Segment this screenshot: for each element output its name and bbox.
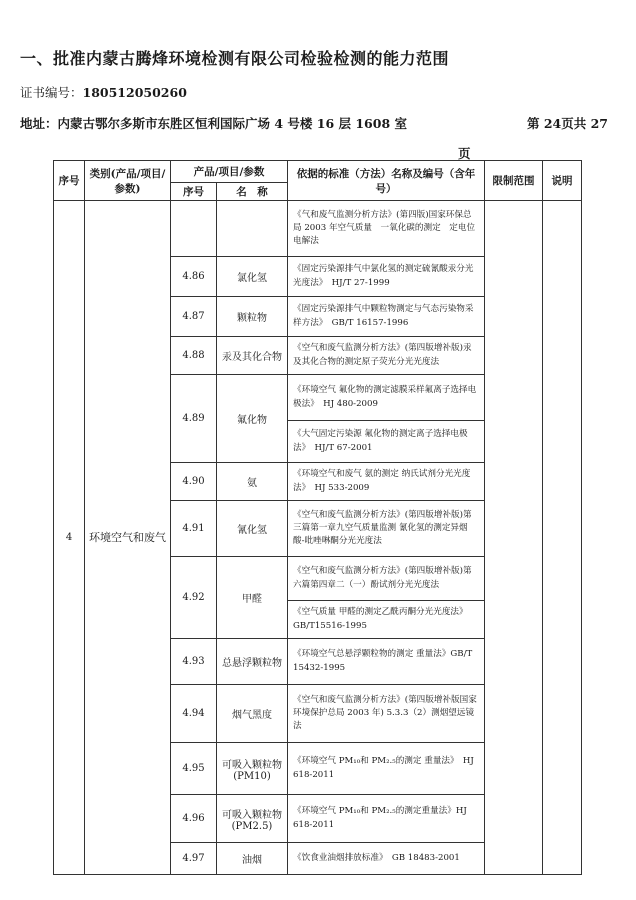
header-product-group: 产品/项目/参数 bbox=[171, 161, 288, 183]
group-seq: 4 bbox=[54, 201, 85, 875]
standard-text: 《饮食业油烟排放标准》 GB 18483-2001 bbox=[288, 843, 485, 875]
item-name: 总悬浮颗粒物 bbox=[217, 639, 288, 685]
standard-text: 《空气和废气监测分析方法》(第四版增补版)第六篇第四章二（一）酚试剂分光光度法 bbox=[288, 557, 485, 601]
item-no: 4.94 bbox=[171, 685, 217, 743]
item-name: 氟化物 bbox=[217, 375, 288, 463]
item-no: 4.96 bbox=[171, 795, 217, 843]
header-note: 说明 bbox=[543, 161, 582, 201]
item-no: 4.88 bbox=[171, 337, 217, 375]
item-no: 4.91 bbox=[171, 501, 217, 557]
item-no: 4.97 bbox=[171, 843, 217, 875]
item-name: 氰化氢 bbox=[217, 501, 288, 557]
standard-text: 《环境空气 PM₁₀和 PM₂.₅的测定重量法》HJ 618-2011 bbox=[288, 795, 485, 843]
capability-table bbox=[53, 160, 582, 875]
header-category: 类别(产品/项目/参数) bbox=[85, 161, 171, 201]
limit-cell bbox=[485, 201, 543, 875]
item-name: 汞及其化合物 bbox=[217, 337, 288, 375]
item-name: 油烟 bbox=[217, 843, 288, 875]
item-name: 甲醛 bbox=[217, 557, 288, 639]
item-no: 4.86 bbox=[171, 257, 217, 297]
item-name: 颗粒物 bbox=[217, 297, 288, 337]
item-no bbox=[171, 201, 217, 257]
header-sub-no: 序号 bbox=[171, 183, 217, 201]
page-info-suffix: 页 bbox=[458, 146, 471, 161]
item-name: 氨 bbox=[217, 463, 288, 501]
note-cell bbox=[543, 201, 582, 875]
cert-label: 证书编号： bbox=[20, 85, 83, 100]
standard-text: 《空气和废气监测分析方法》(第四版增补版)汞及其化合物的测定原子荧光分光光度法 bbox=[288, 337, 485, 375]
item-no: 4.89 bbox=[171, 375, 217, 463]
address: 地址：内蒙古鄂尔多斯市东胜区恒利国际广场 4 号楼 16 层 1608 室 bbox=[20, 116, 407, 131]
cert-number: 180512050260 bbox=[82, 85, 187, 100]
standard-text: 《气和废气监测分析方法》(第四版)国家环保总局 2003 年空气质量 一氧化碳的测定 定电位电解法 bbox=[288, 201, 485, 257]
item-no: 4.93 bbox=[171, 639, 217, 685]
header-row bbox=[54, 161, 582, 183]
item-no: 4.87 bbox=[171, 297, 217, 337]
header-limit: 限制范围 bbox=[485, 161, 543, 201]
standard-text: 《空气和废气监测分析方法》(第四版增补版国家环境保护总局 2003 年) 5.3.3（2）测烟望远镜法 bbox=[288, 685, 485, 743]
certificate-line bbox=[20, 83, 187, 101]
standard-text: 《环境空气和废气 氨的测定 纳氏试剂分光光度法》 HJ 533-2009 bbox=[288, 463, 485, 501]
item-name: 可吸入颗粒物(PM2.5) bbox=[217, 795, 288, 843]
item-no: 4.95 bbox=[171, 743, 217, 795]
item-name: 氯化氢 bbox=[217, 257, 288, 297]
table-row bbox=[54, 201, 582, 257]
group-category: 环境空气和废气 bbox=[85, 201, 171, 875]
item-name: 烟气黑度 bbox=[217, 685, 288, 743]
standard-text: 《固定污染源排气中颗粒物测定与气态污染物采样方法》 GB/T 16157-1996 bbox=[288, 297, 485, 337]
standard-text: 《环境空气总悬浮颗粒物的测定 重量法》GB/T 15432-1995 bbox=[288, 639, 485, 685]
header-sub-name: 名 称 bbox=[217, 183, 288, 201]
standard-text: 《固定污染源排气中氯化氢的测定硫氰酸汞分光光度法》 HJ/T 27-1999 bbox=[288, 257, 485, 297]
page-info: 第 24页共 27 bbox=[527, 116, 608, 131]
standard-text: 《大气固定污染源 氟化物的测定离子选择电极法》 HJ/T 67-2001 bbox=[288, 421, 485, 463]
item-no: 4.90 bbox=[171, 463, 217, 501]
header-standard: 依据的标准（方法）名称及编号（含年号） bbox=[288, 161, 485, 201]
item-name: 可吸入颗粒物(PM10) bbox=[217, 743, 288, 795]
standard-text: 《空气质量 甲醛的测定乙酰丙酮分光光度法》 GB/T15516-1995 bbox=[288, 601, 485, 639]
standard-text: 《环境空气 氟化物的测定滤膜采样氟离子选择电极法》 HJ 480-2009 bbox=[288, 375, 485, 421]
standard-text: 《环境空气 PM₁₀和 PM₂.₅的测定 重量法》 HJ 618-2011 bbox=[288, 743, 485, 795]
item-name bbox=[217, 201, 288, 257]
standard-text: 《空气和废气监测分析方法》(第四版增补版)第三篇第一章九空气质量监测 氰化氢的测定异烟酸-吡唑啉酮分光光度法 bbox=[288, 501, 485, 557]
header-seq: 序号 bbox=[54, 161, 85, 201]
page-title: 一、批准内蒙古腾烽环境检测有限公司检验检测的能力范围 bbox=[20, 49, 450, 68]
item-no: 4.92 bbox=[171, 557, 217, 639]
